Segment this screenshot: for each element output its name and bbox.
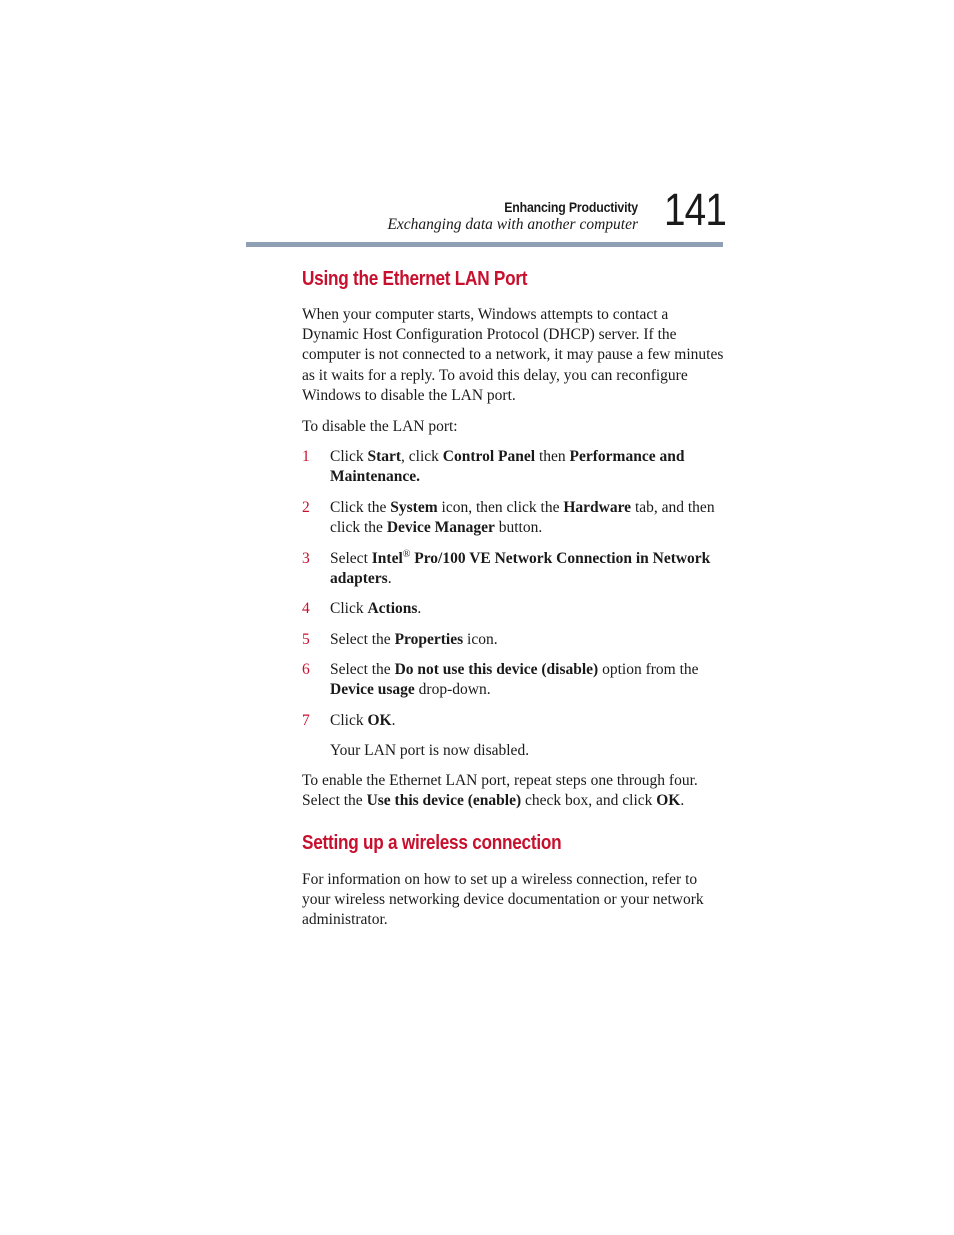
section-heading-wireless: Setting up a wireless connection	[302, 832, 562, 854]
step-text: Select the Do not use this device (disable) option from the Device usage drop-down.	[330, 661, 699, 699]
running-header-chapter: Enhancing Productivity	[504, 199, 638, 215]
step-number: 3	[302, 550, 310, 567]
step-number: 6	[302, 661, 310, 678]
step-number: 7	[302, 712, 310, 729]
step-text: Click Start, click Control Panel then Performance and Maintenance.	[330, 448, 685, 486]
step-result: Your LAN port is now disabled.	[330, 742, 530, 759]
section-heading-ethernet: Using the Ethernet LAN Port	[302, 268, 528, 290]
disable-lead: To disable the LAN port:	[302, 418, 458, 435]
step-number: 1	[302, 448, 310, 465]
step-text: Click Actions.	[330, 600, 422, 617]
running-header-section: Exchanging data with another computer	[387, 216, 638, 233]
page-number: 141	[664, 184, 727, 235]
step-text: Click OK.	[330, 712, 396, 729]
step-text: Select the Properties icon.	[330, 631, 498, 648]
step-text: Click the System icon, then click the Hardware tab, and then click the Device Manager button.	[330, 499, 715, 537]
intro-paragraph: When your computer starts, Windows attempts to contact a Dynamic Host Configuration Protocol (DHCP) server. If the computer is not connected to a network, it may pause a few minutes as it waits for a reply. To avoid this delay, you can reconfigure Windows to disable the LAN port.	[302, 306, 724, 404]
step-number: 5	[302, 631, 310, 648]
wireless-paragraph: For information on how to set up a wireless connection, refer to your wireless networking device documentation or your network administrator.	[302, 871, 704, 929]
step-number: 2	[302, 499, 310, 516]
enable-paragraph: To enable the Ethernet LAN port, repeat steps one through four. Select the Use this device (enable) check box, and click OK.	[302, 772, 698, 810]
header-rule	[246, 242, 723, 247]
step-number: 4	[302, 600, 310, 617]
step-text: Select Intel® Pro/100 VE Network Connection in Network adapters.	[330, 549, 711, 588]
registered-mark: ®	[402, 549, 411, 560]
